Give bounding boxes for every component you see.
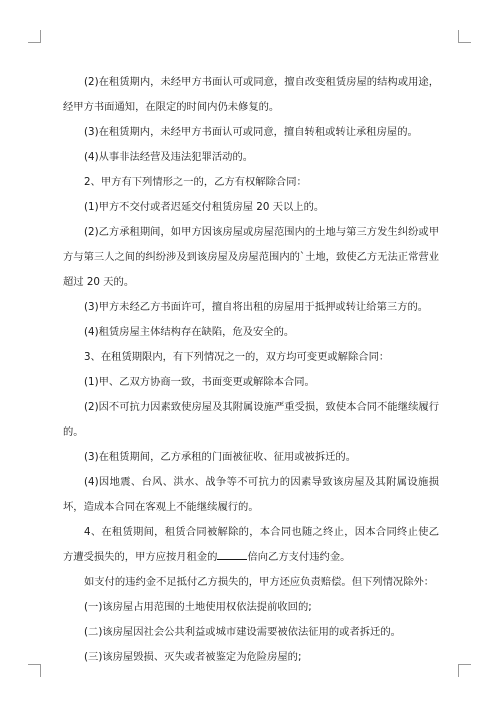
paragraph: 如支付的违约金不足抵付乙方损失的，甲方还应负责赔偿。但下列情况除外： bbox=[84, 576, 435, 588]
paragraph: (2)在租赁期内，未经甲方书面认可或同意，擅自改变租赁房屋的结构或用途，经甲方书面通知，在限定的时间内仍未修复的。 bbox=[63, 76, 439, 113]
crop-mark-top-left bbox=[28, 30, 41, 43]
fill-in-blank bbox=[217, 547, 247, 560]
paragraph: (4)因地震、台风、洪水、战争等不可抗力的因素导致该房屋及其附属设施损坏，造成本合同在客观上不能继续履行的。 bbox=[63, 476, 439, 513]
paragraph: (一)该房屋占用范围的土地使用权依法提前收回的; bbox=[84, 601, 312, 613]
paragraph: (2)乙方承租期间，如甲方因该房屋或房屋范围内的土地与第三方发生纠纷或甲方与第三人之间的纠纷涉及到该房屋及房屋范围内的`土地，致使乙方无法正常营业超过 20 天的。 bbox=[63, 226, 439, 288]
paragraph: (3)甲方未经乙方书面许可，擅自将出租的房屋用于抵押或转让给第三方的。 bbox=[84, 301, 429, 313]
paragraph: (4)租赁房屋主体结构存在缺陷，危及安全的。 bbox=[84, 326, 295, 338]
crop-mark-bottom-right bbox=[458, 664, 471, 677]
penalty-paragraph bbox=[63, 520, 439, 570]
paragraph: (二)该房屋因社会公共利益或城市建设需要被依法征用的或者拆迁的。 bbox=[84, 626, 401, 638]
paragraph: (2)因不可抗力因素致使房屋及其附属设施严重受损，致使本合同不能继续履行的。 bbox=[63, 401, 439, 438]
document-body bbox=[63, 70, 439, 670]
penalty-text-after: 倍向乙方支付违约金。 bbox=[247, 551, 351, 563]
paragraph: (3)在租赁期间，乙方承租的门面被征收、征用或被拆迁的。 bbox=[84, 451, 357, 463]
paragraph: (3)在租赁期内，未经甲方书面认可或同意，擅自转租或转让承租房屋的。 bbox=[84, 126, 418, 138]
penalty-text-before: 4、在租赁期间，租赁合同被解除的，本合同也随之终止，因本合同终止使乙方遭受损失的，甲方应按月租金的 bbox=[63, 526, 439, 563]
paragraph: (4)从事非法经营及违法犯罪活动的。 bbox=[84, 151, 254, 163]
crop-mark-bottom-left bbox=[28, 664, 41, 677]
paragraph: (1)甲、乙双方协商一致，书面变更或解除本合同。 bbox=[84, 376, 315, 388]
paragraph: (1)甲方不交付或者迟延交付租赁房屋 20 天以上的。 bbox=[84, 201, 325, 213]
crop-mark-top-right bbox=[458, 30, 471, 43]
paragraph: 2、甲方有下列情形之一的，乙方有权解除合同： bbox=[84, 176, 307, 188]
paragraph: (三)该房屋毁损、灭失或者被鉴定为危险房屋的; bbox=[84, 651, 302, 663]
paragraph: 3、在租赁期限内，有下列情况之一的，双方均可变更或解除合同： bbox=[84, 351, 390, 363]
